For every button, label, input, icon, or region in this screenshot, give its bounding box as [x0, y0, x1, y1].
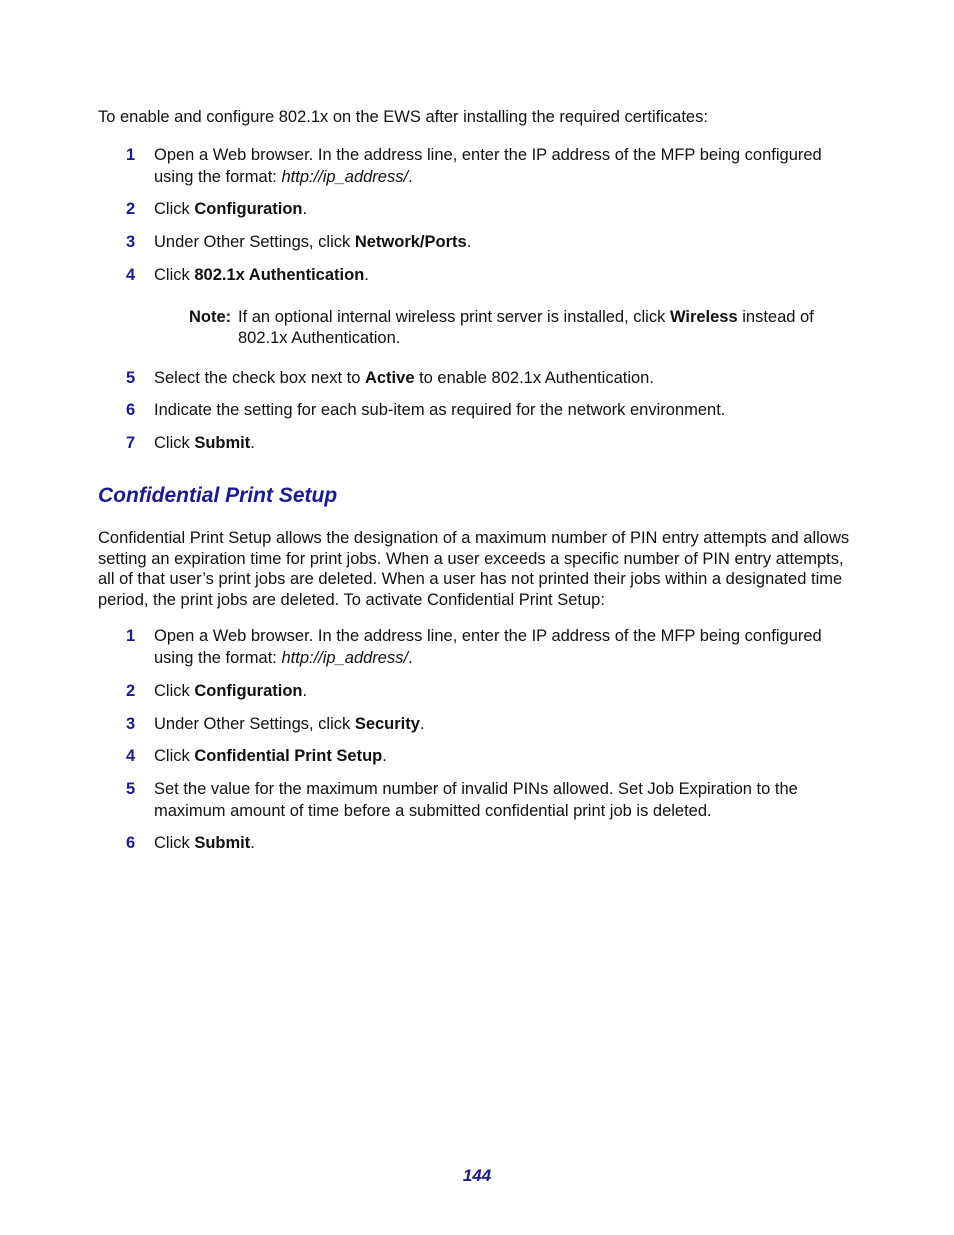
step-text: [154, 231, 854, 253]
text-run: Set the value for the maximum number of invalid PINs allowed. Set Job Expiration to the maximum amount of time before a submitted confidential print job is deleted.: [154, 780, 798, 820]
bold-text: Security: [354, 715, 420, 733]
text-run: .: [250, 834, 255, 852]
step-number: 6: [126, 401, 136, 419]
text-run: Click: [154, 200, 195, 218]
step-text: [154, 399, 854, 421]
step-number: 3: [126, 715, 136, 733]
section-heading: Confidential Print Setup: [98, 484, 338, 507]
bold-text: Configuration: [194, 200, 303, 218]
text-run: Select the check box next to: [154, 369, 365, 387]
text-run: instead of 802.1x Authentication.: [238, 308, 814, 347]
italic-text: http://ip_address/: [281, 168, 409, 186]
text-run: .: [302, 200, 308, 218]
step-number: 5: [126, 780, 136, 798]
text-run: If an optional internal wireless print server is installed, click: [238, 308, 670, 326]
note-text: [238, 307, 848, 348]
text-run: to enable 802.1x Authentication.: [414, 369, 654, 387]
text-run: Under Other Settings, click: [154, 233, 355, 251]
text-run: .: [302, 682, 308, 700]
text-run: .: [466, 233, 472, 251]
text-run: .: [408, 649, 413, 667]
step-text: [154, 680, 854, 702]
step-number: 3: [126, 233, 136, 251]
step-text: [154, 198, 854, 220]
bold-text: Wireless: [669, 308, 738, 326]
bold-text: Submit: [194, 434, 251, 452]
step-text: [154, 713, 854, 735]
text-run: .: [250, 434, 255, 452]
text-run: .: [364, 266, 369, 284]
note-label: Note:: [189, 308, 232, 326]
bold-text: Submit: [194, 834, 251, 852]
text-run: Under Other Settings, click: [154, 715, 355, 733]
step-text: [154, 367, 854, 389]
text-run: Click: [154, 747, 195, 765]
step-text: [154, 144, 854, 188]
step-number: 5: [126, 369, 136, 387]
step-text: [154, 778, 854, 822]
step-number: 4: [126, 266, 136, 284]
text-run: Indicate the setting for each sub-item as required for the network environment.: [154, 401, 726, 419]
section1-intro: To enable and configure 802.1x on the EWS after installing the required certificates:: [98, 108, 708, 126]
step-number: 1: [126, 627, 136, 645]
text-run: Click: [154, 682, 195, 700]
text-run: .: [419, 715, 425, 733]
step-text: [154, 832, 854, 854]
step-number: 1: [126, 146, 136, 164]
text-run: Click: [154, 834, 195, 852]
bold-text: Configuration: [194, 682, 303, 700]
bold-text: Network/Ports: [354, 233, 467, 251]
text-run: Open a Web browser. In the address line, enter the IP address of the MFP being configured using the format:: [154, 627, 822, 667]
step-text: [154, 264, 854, 286]
step-number: 2: [126, 682, 136, 700]
page-number: 144: [462, 1166, 492, 1185]
step-number: 7: [126, 434, 136, 452]
step-number: 6: [126, 834, 136, 852]
text-run: .: [408, 168, 413, 186]
step-number: 2: [126, 200, 136, 218]
text-run: Open a Web browser. In the address line, enter the IP address of the MFP being configured using the format:: [154, 146, 822, 186]
step-number: 4: [126, 747, 136, 765]
step-text: [154, 745, 854, 767]
step-text: [154, 625, 854, 669]
bold-text: Active: [364, 369, 415, 387]
step-text: [154, 432, 854, 454]
italic-text: http://ip_address/: [281, 649, 409, 667]
text-run: Click: [154, 434, 195, 452]
bold-text: 802.1x Authentication: [194, 266, 365, 284]
text-run: .: [382, 747, 387, 765]
text-run: Click: [154, 266, 195, 284]
section2-intro: Confidential Print Setup allows the designation of a maximum number of PIN entry attempts and allows setting an expiration time for print jobs. When a user exceeds a specific number of PIN entry attempts, all of that user’s print jobs are deleted. When a user has not printed their jobs within a designated time period, the print jobs are deleted. To activate Confidential Print Setup:: [98, 529, 850, 609]
bold-text: Confidential Print Setup: [194, 747, 383, 765]
